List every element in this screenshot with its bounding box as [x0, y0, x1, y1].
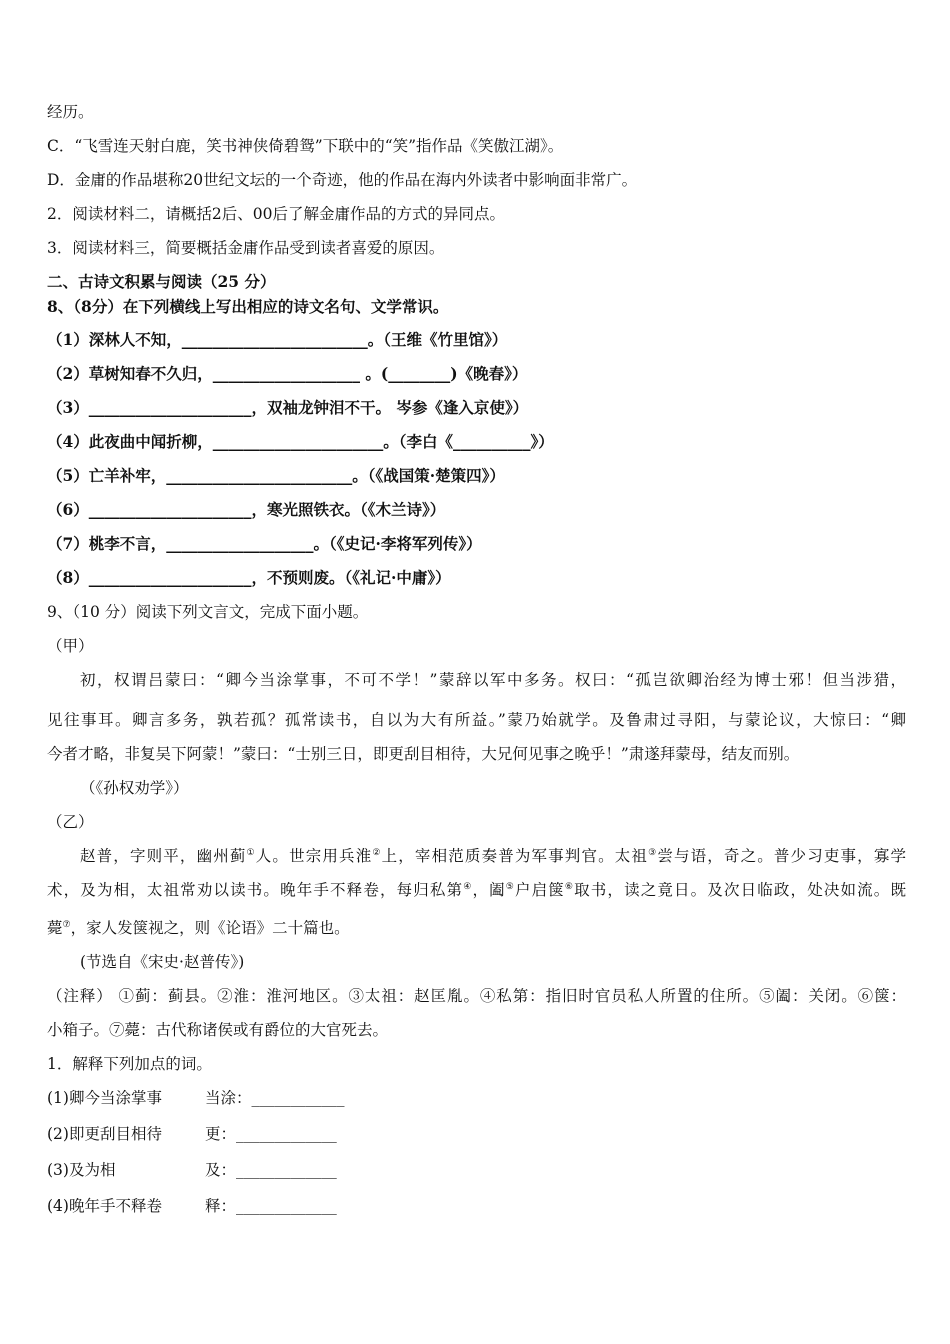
fill-item: （2）草树知春不久归，___________________ 。(________)《晚春》）: [47, 364, 528, 383]
footnote-marker: ④: [463, 882, 473, 892]
passage-yi-text: ，阖: [472, 881, 506, 899]
fill-item: （8）_____________________，不预则废。（《礼记·中庸》）: [47, 568, 451, 587]
option-c: C．“飞雪连天射白鹿，笑书神侠倚碧鸳”下联中的“笑”指作品《笑傲江湖》。: [47, 137, 564, 155]
footnote-marker: ⑤: [505, 882, 515, 892]
fill-item: （1）深林人不知，________________________。（王维《竹里馆》）: [47, 330, 508, 349]
passage-yi-label: （乙）: [47, 813, 94, 831]
question-2: 2．阅读材料二，请概括2后、00后了解金庸作品的方式的异同点。: [47, 205, 505, 223]
passage-jia-line: 见往事耳。卿言多务，孰若孤？孤常读书，自以为大有所益。”蒙乃始就学。及鲁肃过寻阳，与蒙论议，大惊曰：“卿: [47, 711, 906, 729]
footnote-marker: ⑥: [564, 882, 575, 892]
fill-item: （4）此夜曲中闻折柳，______________________。（李白《__________》）: [47, 432, 554, 451]
intro-line-1: 经历。: [47, 103, 94, 121]
passage-yi-text: ，家人发箧视之，则《论语》二十篇也。: [70, 919, 350, 937]
passage-yi-text: 薨: [47, 919, 63, 937]
word-phrase: (2)即更刮目相待: [47, 1125, 162, 1143]
footnote-marker: ③: [648, 848, 658, 858]
word-answer-blank: 及：_____________: [205, 1161, 337, 1179]
word-answer-blank: 更：_____________: [205, 1125, 337, 1143]
fill-item: （5）亡羊补牢，________________________。（《战国策·楚策四》）: [47, 466, 505, 485]
word-answer-blank: 释：_____________: [205, 1197, 337, 1215]
option-d: D．金庸的作品堪称20世纪文坛的一个奇迹，他的作品在海内外读者中影响面非常广。: [47, 171, 638, 189]
word-answer-blank: 当涂：____________: [205, 1089, 345, 1107]
passage-yi-text: 上，宰相范质奏普为军事判官。太祖: [381, 847, 649, 865]
passage-yi-text: 术，及为相，太祖常劝以读书。晚年手不释卷，每归私第: [47, 881, 464, 899]
passage-yi-line: [80, 846, 906, 866]
passage-yi-line: [47, 918, 350, 938]
word-phrase: (4)晚年手不释卷: [47, 1197, 162, 1215]
passage-jia-label: （甲）: [47, 637, 94, 655]
passage-yi-text: 取书，读之竟日。及次日临政，处决如流。既: [574, 881, 906, 899]
passage-yi-text: 人。世宗用兵淮: [255, 847, 373, 865]
footnote-marker: ①: [246, 848, 256, 858]
passage-yi-source: (节选自《宋史·赵普传》): [80, 953, 245, 971]
footnote-marker: ⑦: [62, 920, 71, 930]
word-phrase: (1)卿今当涂掌事: [47, 1089, 162, 1107]
passage-yi-line: [47, 880, 906, 900]
question-8-title: 8、（8分）在下列横线上写出相应的诗文名句、文学常识。: [47, 297, 449, 316]
passage-jia-source: （《孙权劝学》）: [80, 779, 189, 797]
passage-jia-line: 今者才略，非复吴下阿蒙！”蒙曰：“士别三日，即更刮目相待，大兄何见事之晚乎！”肃遂拜蒙母，结友而别。: [47, 745, 800, 763]
annotation-notes: （注释） ①蓟：蓟县。②淮：淮河地区。③太祖：赵匡胤。④私第：指旧时官员私人所置的住所。⑤阖：关闭。⑥箧：: [47, 987, 906, 1005]
annotation-notes: 小箱子。⑦薨：古代称诸侯或有爵位的大官死去。: [47, 1021, 389, 1039]
passage-yi-text: 尝与语，奇之。普少习吏事，寡学: [657, 847, 906, 865]
footnote-marker: ②: [372, 848, 382, 858]
subquestion-1: 1．解释下列加点的词。: [47, 1055, 212, 1073]
passage-yi-text: 赵普，字则平，幽州蓟: [80, 847, 247, 865]
fill-item: （3）_____________________，双袖龙钟泪不干。 岑参《逢入京使》）: [47, 398, 529, 417]
question-9-title: 9、（10 分）阅读下列文言文，完成下面小题。: [47, 603, 369, 621]
word-phrase: (3)及为相: [47, 1161, 116, 1179]
fill-item: （6）_____________________，寒光照铁衣。（《木兰诗》）: [47, 500, 446, 519]
question-3: 3．阅读材料三，简要概括金庸作品受到读者喜爱的原因。: [47, 239, 445, 257]
passage-yi-text: 户启箧: [514, 881, 565, 899]
fill-item: （7）桃李不言，___________________。（《史记·李将军列传》）: [47, 534, 482, 553]
section-heading: 二、古诗文积累与阅读（25 分）: [47, 272, 276, 291]
passage-jia-line: 初，权谓吕蒙曰：“卿今当涂掌事，不可不学！”蒙辞以军中多务。权曰：“孤岂欲卿治经为博士邪！但当涉猎，: [80, 671, 906, 689]
